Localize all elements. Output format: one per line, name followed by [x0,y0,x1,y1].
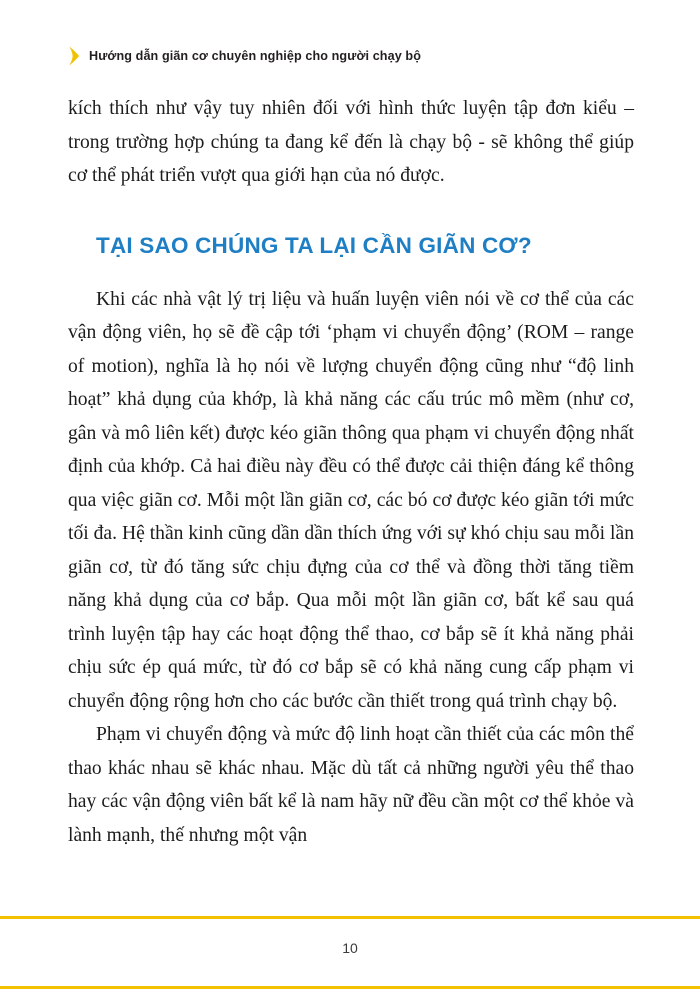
page-header [68,44,640,68]
section-heading: TẠI SAO CHÚNG TA LẠI CẦN GIÃN CƠ? [96,232,532,258]
footer-divider [0,916,700,919]
page-content [68,92,634,852]
paragraph-2: Phạm vi chuyển động và mức độ linh hoạt cần thiết của các môn thể thao khác nhau sẽ khác nhau. Mặc dù tất cả những người yêu thể thao hay các vận động viên bất kể là nam hãy nữ đều cần một cơ thể khỏe và lành mạnh, thế nhưng một vận [68,724,634,846]
header-title: Hướng dẫn giãn cơ chuyên nghiệp cho người chạy bộ [89,49,421,63]
paragraph-1: Khi các nhà vật lý trị liệu và huấn luyện viên nói về cơ thể của các vận động viên, họ sẽ đề cập tới ‘phạm vi chuyển động’ (ROM – range of motion), nghĩa là họ nói về lượng chuyển động cũng như “độ linh hoạt” khả dụng của khớp, là khả năng các cấu trúc mô mềm (như cơ, gân và mô liên kết) được kéo giãn thông qua phạm vi chuyển động nhất định của khớp. Cả hai điều này đều có thể được cải thiện đáng kể thông qua việc giãn cơ. Mỗi một lần giãn cơ, các bó cơ được kéo giãn tới mức tối đa. Hệ thần kinh cũng dần dần thích ứng với sự khó chịu sau mỗi lần giãn cơ, từ đó tăng sức chịu đựng của cơ thể và đồng thời tăng tiềm năng khả dụng của cơ bắp. Qua mỗi một lần giãn cơ, bất kể sau quá trình luyện tập hay các hoạt động thể thao, cơ bắp sẽ ít khả năng phải chịu sức ép quá mức, từ đó cơ bắp sẽ có khả năng cung cấp phạm vi chuyển động rộng hơn cho các bước cần thiết trong quá trình chạy bộ. [68,288,634,712]
chevron-right-icon [68,46,80,66]
page-number: 10 [342,940,358,956]
paragraph-continuation: kích thích như vậy tuy nhiên đối với hình thức luyện tập đơn kiểu – trong trường hợp chúng ta đang kể đến là chạy bộ - sẽ không thể giúp cơ thể phát triển vượt qua giới hạn của nó được. [68,98,634,186]
